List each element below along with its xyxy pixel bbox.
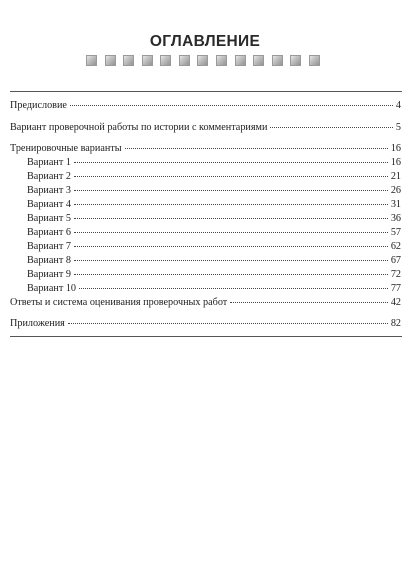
toc-entry-variant-2[interactable]	[27, 171, 401, 183]
toc-entry-page: 67	[390, 255, 401, 266]
toc-entry-page: 16	[390, 143, 401, 154]
toc-entry-label: Вариант 9	[27, 269, 71, 280]
ornament-square-icon	[290, 55, 301, 66]
toc-entry-label: Приложения	[10, 318, 65, 329]
toc-leader-dots	[74, 162, 388, 163]
ornament-square-icon	[272, 55, 283, 66]
toc-entry-variant-5[interactable]	[27, 213, 401, 225]
toc-entry-variant-10[interactable]	[27, 283, 401, 295]
ornament-square-icon	[179, 55, 190, 66]
toc-entry-label: Вариант 3	[27, 185, 71, 196]
ornament-square-icon	[309, 55, 320, 66]
toc-entry-page: 72	[390, 269, 401, 280]
toc-entry-preface[interactable]	[10, 100, 401, 112]
toc-leader-dots	[79, 288, 388, 289]
toc-entry-appendix[interactable]	[10, 318, 401, 330]
toc-leader-dots	[68, 323, 388, 324]
toc-entry-sample-variant[interactable]	[10, 122, 401, 134]
toc-entry-page: 21	[390, 171, 401, 182]
ornament-square-icon	[123, 55, 134, 66]
toc-entry-variant-4[interactable]	[27, 199, 401, 211]
toc-leader-dots	[74, 246, 388, 247]
toc-entry-label: Вариант 4	[27, 199, 71, 210]
toc-entry-page: 82	[390, 318, 401, 329]
toc-entry-page: 16	[390, 157, 401, 168]
toc-entry-label: Вариант 2	[27, 171, 71, 182]
toc-entry-variant-1[interactable]	[27, 157, 401, 169]
toc-entry-variant-3[interactable]	[27, 185, 401, 197]
toc-entry-label: Вариант 10	[27, 283, 77, 294]
ornament-square-icon	[253, 55, 264, 66]
ornament-square-icon	[86, 55, 97, 66]
toc-entry-variant-6[interactable]	[27, 227, 401, 239]
toc-entry-label: Ответы и система оценивания проверочных работ	[10, 297, 228, 308]
toc-entry-variant-9[interactable]	[27, 269, 401, 281]
ornament-square-icon	[160, 55, 171, 66]
toc-entry-page: 57	[390, 227, 401, 238]
toc-leader-dots	[74, 176, 388, 177]
toc-entry-label: Тренировочные варианты	[10, 143, 122, 154]
toc-leader-dots	[74, 204, 388, 205]
toc-leader-dots	[74, 190, 388, 191]
top-divider	[10, 91, 402, 92]
toc-entry-page: 42	[390, 297, 401, 308]
toc-entry-variant-8[interactable]	[27, 255, 401, 267]
toc-entry-variant-7[interactable]	[27, 241, 401, 253]
toc-entry-label: Вариант 1	[27, 157, 71, 168]
toc-leader-dots	[74, 274, 388, 275]
toc-entry-page: 5	[395, 122, 401, 133]
ornament-square-icon	[216, 55, 227, 66]
toc-entry-page: 31	[390, 199, 401, 210]
bottom-divider	[10, 336, 402, 337]
toc-entry-label: Вариант 8	[27, 255, 71, 266]
ornament-square-icon	[142, 55, 153, 66]
toc-entry-label: Вариант 7	[27, 241, 71, 252]
decorative-ornament-row	[86, 55, 320, 67]
page-title: ОГЛАВЛЕНИЕ	[149, 33, 261, 50]
toc-entry-label: Вариант 5	[27, 213, 71, 224]
toc-leader-dots	[230, 302, 388, 303]
toc-leader-dots	[74, 232, 388, 233]
toc-entry-page: 77	[390, 283, 401, 294]
toc-entry-page: 26	[390, 185, 401, 196]
toc-entry-training-variants[interactable]	[10, 143, 401, 155]
toc-entry-label: Вариант проверочной работы по истории с комментариями	[10, 122, 268, 133]
toc-leader-dots	[74, 260, 388, 261]
toc-entry-page: 4	[395, 100, 401, 111]
ornament-square-icon	[105, 55, 116, 66]
toc-entry-label: Предисловие	[10, 100, 67, 111]
ornament-square-icon	[235, 55, 246, 66]
toc-leader-dots	[270, 127, 392, 128]
toc-leader-dots	[125, 148, 388, 149]
toc-entry-label: Вариант 6	[27, 227, 71, 238]
toc-leader-dots	[74, 218, 388, 219]
toc-leader-dots	[70, 105, 393, 106]
toc-entry-page: 62	[390, 241, 401, 252]
toc-entry-page: 36	[390, 213, 401, 224]
toc-entry-answers[interactable]	[10, 297, 401, 309]
ornament-square-icon	[197, 55, 208, 66]
